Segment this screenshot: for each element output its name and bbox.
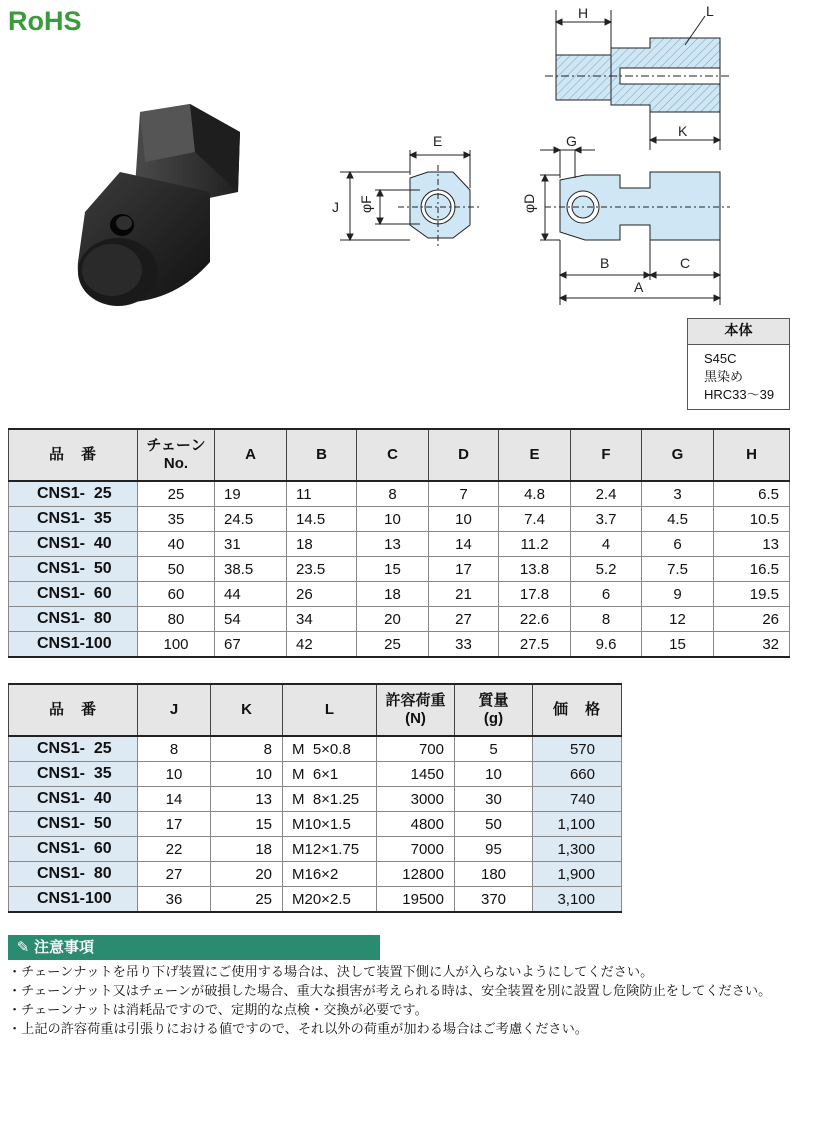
cell-price: 570 (533, 736, 622, 762)
table-row (9, 887, 622, 913)
cell-e: 7.4 (499, 507, 571, 532)
rohs-badge: RoHS (8, 6, 82, 36)
technical-drawing (320, 0, 820, 310)
material-body (688, 345, 789, 409)
cell-price: 740 (533, 787, 622, 812)
col-header-model: 品 番 (9, 684, 138, 736)
material-line: S45C (704, 351, 737, 366)
cell-h: 16.5 (714, 557, 790, 582)
cell-chain-no: 40 (138, 532, 215, 557)
cell-e: 27.5 (499, 632, 571, 658)
cell-l: M12×1.75 (283, 837, 377, 862)
cell-h: 13 (714, 532, 790, 557)
table-row (9, 762, 622, 787)
cell-f: 3.7 (571, 507, 642, 532)
table-row (9, 582, 790, 607)
material-line: 黒染め (704, 369, 744, 384)
col-header-price: 価 格 (533, 684, 622, 736)
cell-d: 27 (429, 607, 499, 632)
cell-model: CNS1-100 (9, 887, 138, 913)
dim-label-h: H (578, 5, 589, 21)
cell-model: CNS1-100 (9, 632, 138, 658)
dim-label-b: B (600, 255, 610, 271)
cell-l: M16×2 (283, 862, 377, 887)
table-row (9, 507, 790, 532)
cell-l: M10×1.5 (283, 812, 377, 837)
dim-label-a: A (634, 279, 644, 295)
cell-model: CNS1- 35 (9, 507, 138, 532)
cell-model: CNS1- 40 (9, 787, 138, 812)
cell-c: 20 (357, 607, 429, 632)
cell-d: 21 (429, 582, 499, 607)
cell-b: 34 (287, 607, 357, 632)
cell-k: 10 (211, 762, 283, 787)
table-row (9, 607, 790, 632)
cell-a: 54 (215, 607, 287, 632)
cell-price: 1,100 (533, 812, 622, 837)
cell-j: 27 (138, 862, 211, 887)
cell-j: 22 (138, 837, 211, 862)
col-header-mass: 質量 (g) (455, 684, 533, 736)
cell-g: 12 (642, 607, 714, 632)
cell-mass: 180 (455, 862, 533, 887)
cell-f: 6 (571, 582, 642, 607)
table-row (9, 837, 622, 862)
cell-model: CNS1- 40 (9, 532, 138, 557)
cell-g: 9 (642, 582, 714, 607)
cell-d: 10 (429, 507, 499, 532)
col-header-f: F (571, 429, 642, 481)
cell-k: 8 (211, 736, 283, 762)
table-row (9, 632, 790, 658)
cell-h: 26 (714, 607, 790, 632)
col-header-b: B (287, 429, 357, 481)
cell-b: 11 (287, 481, 357, 507)
cell-a: 44 (215, 582, 287, 607)
cell-chain-no: 35 (138, 507, 215, 532)
cell-a: 38.5 (215, 557, 287, 582)
cell-mass: 10 (455, 762, 533, 787)
table-row (9, 557, 790, 582)
col-header-g: G (642, 429, 714, 481)
cell-l: M20×2.5 (283, 887, 377, 913)
note-item: ・上記の許容荷重は引張りにおける値ですので、それ以外の荷重が加わる場合はご考慮ください。 (8, 1022, 588, 1037)
cell-price: 660 (533, 762, 622, 787)
cell-model: CNS1- 50 (9, 812, 138, 837)
cell-f: 4 (571, 532, 642, 557)
cell-j: 10 (138, 762, 211, 787)
cell-d: 33 (429, 632, 499, 658)
table-row (9, 787, 622, 812)
cell-model: CNS1- 35 (9, 762, 138, 787)
cell-allowable-load: 3000 (377, 787, 455, 812)
col-header-model: 品 番 (9, 429, 138, 481)
cell-e: 4.8 (499, 481, 571, 507)
cell-f: 2.4 (571, 481, 642, 507)
cell-chain-no: 100 (138, 632, 215, 658)
dim-label-d: φD (521, 193, 537, 213)
cell-mass: 5 (455, 736, 533, 762)
cell-k: 15 (211, 812, 283, 837)
cell-b: 26 (287, 582, 357, 607)
cell-price: 1,300 (533, 837, 622, 862)
dimension-table (8, 428, 790, 658)
material-box (687, 318, 790, 410)
cell-f: 9.6 (571, 632, 642, 658)
cell-j: 17 (138, 812, 211, 837)
cell-h: 32 (714, 632, 790, 658)
col-header-d: D (429, 429, 499, 481)
dim-label-f: φF (358, 195, 374, 213)
dim-label-k: K (678, 123, 688, 139)
cell-c: 13 (357, 532, 429, 557)
dim-label-l: L (706, 3, 714, 19)
cell-a: 67 (215, 632, 287, 658)
cell-allowable-load: 4800 (377, 812, 455, 837)
cell-j: 36 (138, 887, 211, 913)
price-table (8, 683, 622, 913)
cell-a: 24.5 (215, 507, 287, 532)
col-header-c: C (357, 429, 429, 481)
col-header-a: A (215, 429, 287, 481)
cell-mass: 30 (455, 787, 533, 812)
dim-label-c: C (680, 255, 691, 271)
cell-model: CNS1- 60 (9, 837, 138, 862)
pencil-icon: ✎ (16, 938, 30, 956)
col-header-h: H (714, 429, 790, 481)
cell-j: 14 (138, 787, 211, 812)
cell-e: 17.8 (499, 582, 571, 607)
cell-price: 1,900 (533, 862, 622, 887)
cell-j: 8 (138, 736, 211, 762)
cell-g: 4.5 (642, 507, 714, 532)
cell-chain-no: 25 (138, 481, 215, 507)
cell-g: 7.5 (642, 557, 714, 582)
dim-label-e: E (433, 133, 443, 149)
cell-d: 14 (429, 532, 499, 557)
cell-allowable-load: 700 (377, 736, 455, 762)
cell-e: 13.8 (499, 557, 571, 582)
cell-chain-no: 60 (138, 582, 215, 607)
cell-allowable-load: 19500 (377, 887, 455, 913)
cell-a: 19 (215, 481, 287, 507)
cell-b: 42 (287, 632, 357, 658)
cell-model: CNS1- 80 (9, 862, 138, 887)
cell-mass: 95 (455, 837, 533, 862)
cell-e: 22.6 (499, 607, 571, 632)
table-row (9, 481, 790, 507)
material-header: 本体 (688, 319, 789, 345)
cell-c: 18 (357, 582, 429, 607)
cell-model: CNS1- 25 (9, 736, 138, 762)
cell-k: 25 (211, 887, 283, 913)
col-header-k: K (211, 684, 283, 736)
cell-h: 19.5 (714, 582, 790, 607)
col-header-chain-no: チェーン No. (138, 429, 215, 481)
col-header-e: E (499, 429, 571, 481)
cell-allowable-load: 12800 (377, 862, 455, 887)
table-row (9, 532, 790, 557)
cell-a: 31 (215, 532, 287, 557)
table-row (9, 862, 622, 887)
cell-h: 6.5 (714, 481, 790, 507)
notes-list (8, 963, 808, 1039)
cell-b: 14.5 (287, 507, 357, 532)
note-item: ・チェーンナット又はチェーンが破損した場合、重大な損害が考えられる時は、安全装置を別に設置し危険防止をしてください。 (8, 984, 772, 999)
cell-k: 20 (211, 862, 283, 887)
cell-c: 25 (357, 632, 429, 658)
col-header-j: J (138, 684, 211, 736)
note-item: ・チェーンナットを吊り下げ装置にご使用する場合は、決して装置下側に人が入らないようにしてください。 (8, 965, 654, 980)
cell-e: 11.2 (499, 532, 571, 557)
cell-c: 10 (357, 507, 429, 532)
col-header-l: L (283, 684, 377, 736)
cell-k: 18 (211, 837, 283, 862)
notes-title: 注意事項 (34, 938, 95, 956)
dim-label-g: G (566, 133, 577, 149)
cell-f: 5.2 (571, 557, 642, 582)
cell-d: 7 (429, 481, 499, 507)
cell-l: M 6×1 (283, 762, 377, 787)
cell-allowable-load: 1450 (377, 762, 455, 787)
cell-c: 8 (357, 481, 429, 507)
cell-l: M 5×0.8 (283, 736, 377, 762)
cell-f: 8 (571, 607, 642, 632)
cell-price: 3,100 (533, 887, 622, 913)
cell-k: 13 (211, 787, 283, 812)
table-row (9, 812, 622, 837)
cell-h: 10.5 (714, 507, 790, 532)
note-item: ・チェーンナットは消耗品ですので、定期的な点検・交換が必要です。 (8, 1003, 428, 1018)
cell-d: 17 (429, 557, 499, 582)
notes-header (8, 935, 380, 960)
col-header-allowable-load: 許容荷重 (N) (377, 684, 455, 736)
cell-g: 3 (642, 481, 714, 507)
cell-model: CNS1- 25 (9, 481, 138, 507)
cell-chain-no: 80 (138, 607, 215, 632)
product-photo (60, 92, 250, 324)
cell-c: 15 (357, 557, 429, 582)
cell-b: 18 (287, 532, 357, 557)
cell-model: CNS1- 80 (9, 607, 138, 632)
cell-model: CNS1- 60 (9, 582, 138, 607)
material-line: HRC33～39 (704, 387, 775, 402)
table-row (9, 736, 622, 762)
cell-g: 15 (642, 632, 714, 658)
cell-model: CNS1- 50 (9, 557, 138, 582)
cell-allowable-load: 7000 (377, 837, 455, 862)
cell-g: 6 (642, 532, 714, 557)
dim-label-j: J (332, 199, 339, 215)
cell-mass: 50 (455, 812, 533, 837)
cell-chain-no: 50 (138, 557, 215, 582)
cell-mass: 370 (455, 887, 533, 913)
cell-b: 23.5 (287, 557, 357, 582)
cell-l: M 8×1.25 (283, 787, 377, 812)
